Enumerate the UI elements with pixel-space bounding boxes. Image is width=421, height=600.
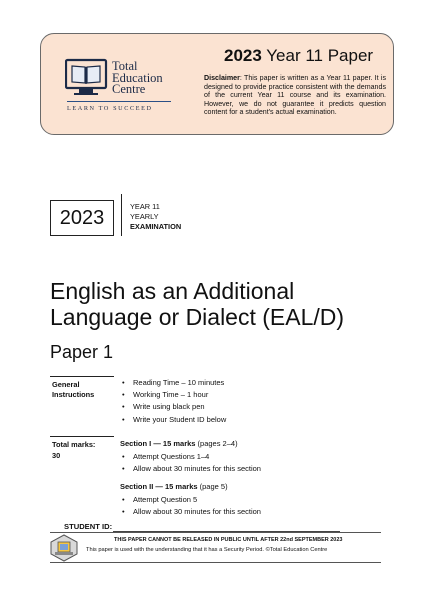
list-item: • Working Time – 1 hour: [122, 389, 226, 401]
section-2-pages: (page 5): [197, 482, 228, 491]
student-id-label: STUDENT ID:: [64, 522, 113, 531]
disclaimer: [204, 74, 386, 117]
general-instructions-rule: [50, 376, 114, 377]
disclaimer-label: Disclaimer: [204, 74, 240, 82]
section-2-heading: [120, 482, 228, 491]
logo-name-line3: Centre: [112, 82, 146, 96]
list-item: • Attempt Question 5: [122, 494, 261, 506]
footer-bottom-rule: [50, 562, 381, 563]
release-notice: THIS PAPER CANNOT BE RELEASED IN PUBLIC UNTIL AFTER 22nd SEPTEMBER 2023: [114, 537, 343, 543]
footer-top-rule: [50, 532, 381, 533]
section-2-list: [122, 494, 261, 518]
paper-number: Paper 1: [50, 342, 114, 362]
section-1-title: Section I — 15 marks: [120, 439, 196, 448]
paper-year: 2023: [224, 46, 262, 65]
paper-label: Year 11 Paper: [266, 46, 374, 65]
exam-type-line3: EXAMINATION: [130, 222, 182, 231]
section-1-heading: [120, 439, 238, 448]
general-label-line2: Instructions: [52, 390, 95, 399]
exam-type: [130, 202, 181, 232]
section-2-title: Section II — 15 marks: [120, 482, 198, 491]
logo-name: [112, 61, 163, 96]
exam-id-divider: [121, 194, 122, 236]
list-item: • Write your Student ID below: [122, 414, 226, 426]
total-marks-rule: [50, 436, 114, 437]
logo-divider: [67, 101, 171, 102]
security-notice: This paper is used with the understanding that it has a Security Period. ©Total Education Centre: [86, 547, 328, 553]
total-marks-value: 30: [52, 451, 61, 460]
total-marks-label: Total marks:: [52, 440, 96, 449]
list-item: • Reading Time – 10 minutes: [122, 377, 226, 389]
section-1-pages: (pages 2–4): [195, 439, 238, 448]
general-instructions-list: [122, 377, 226, 426]
section-1-list: [122, 451, 261, 475]
list-item: • Allow about 30 minutes for this section: [122, 506, 261, 518]
subject-title: [50, 278, 380, 330]
logo-name-line2: Education: [112, 70, 163, 85]
security-seal-icon: [49, 534, 79, 562]
general-label-line1: General: [52, 380, 80, 389]
general-instructions-label: [52, 380, 94, 400]
list-item: • Write using black pen: [122, 401, 226, 413]
total-education-centre-logo: [65, 58, 175, 124]
monitor-book-logo-icon: [65, 58, 109, 98]
logo-name-line1: Total: [112, 59, 138, 73]
disclaimer-text: : This paper is written as a Year 11 paper. It is designed to provide practice consistent with the demands of the current Year 11 course and its examination. However, we do not guarantee it predicts question content for a student's actual examination.: [204, 74, 386, 117]
exam-type-line2: YEARLY: [130, 212, 159, 221]
list-item: • Attempt Questions 1–4: [122, 451, 261, 463]
subject-title-line2: Language or Dialect (EAL/D): [50, 304, 345, 330]
list-item: • Allow about 30 minutes for this section: [122, 463, 261, 475]
header-box: [40, 33, 394, 135]
logo-tagline: LEARN TO SUCCEED: [67, 105, 153, 112]
exam-year-box: 2023: [50, 200, 114, 236]
subject-title-line1: English as an Additional: [50, 278, 295, 304]
exam-type-line1: YEAR 11: [130, 202, 160, 211]
paper-title: [224, 46, 373, 66]
